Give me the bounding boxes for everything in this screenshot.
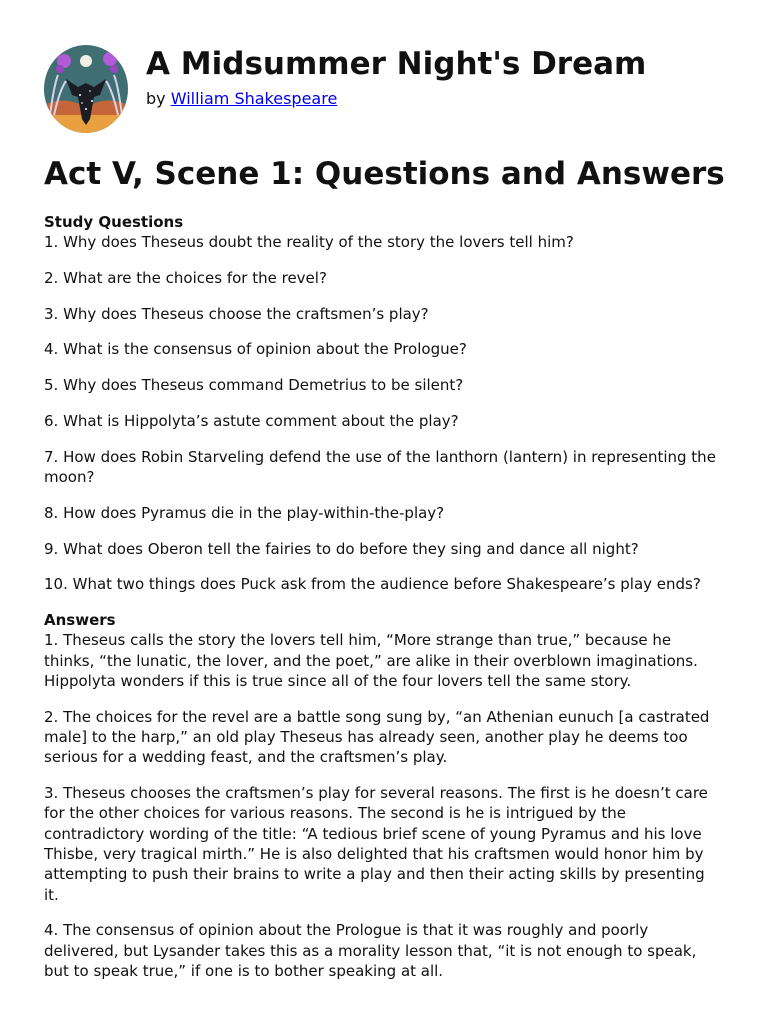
title-block [146,45,646,109]
question-1: 1. Why does Theseus doubt the reality of the story the lovers tell him? [44,233,574,251]
question-3: 3. Why does Theseus choose the craftsmen’s play? [44,304,429,323]
answer-4: 4. The consensus of opinion about the Prologue is that it was roughly and poorly delivered, but Lysander takes this as a morality lesson that, “it is not enough to speak, but to speak true,” if one is to bother speaking at all. [44,921,697,980]
question-6: 6. What is Hippolyta’s astute comment about the play? [44,411,459,430]
question-8: 8. How does Pyramus die in the play-within-the-play? [44,503,445,522]
answer-2: 2. The choices for the revel are a battle song sung by, “an Athenian eunuch [a castrated male] to the harp,” an old play Theseus has already seen, another play he deems too serious for a wedding feast, and the craftsmen’s play. [44,707,710,767]
question-4: 4. What is the consensus of opinion about the Prologue? [44,340,467,359]
question-10: 10. What two things does Puck ask from the audience before Shakespeare’s play ends? [44,575,701,594]
answers-heading: Answers [44,611,116,630]
question-5: 5. Why does Theseus command Demetrius to be silent? [44,376,464,395]
answer-3: 3. Theseus chooses the craftsmen’s play for several reasons. The first is he doesn’t care for the other choices for various reasons. The second is he is intrigued by the contradictory wording of the title: “A tedious brief scene of young Pyramus and his love Thisbe, very tragical mirth.” He is also delighted that his craftsmen would honor him by attempting to push their brains to write a play and then their acting skills by presenting it. [44,784,708,904]
author-link[interactable]: William Shakespeare [170,89,338,108]
study-questions-heading: Study Questions [44,213,184,231]
book-title: A Midsummer Night's Dream [146,46,647,82]
section-title: Act V, Scene 1: Questions and Answers [44,156,725,192]
byline [146,89,646,109]
study-guide-content [44,212,724,997]
byline-prefix: by [146,89,166,108]
answer-1: 1. Theseus calls the story the lovers tell him, “More strange than true,” because he thinks, “the lunatic, the lover, and the poet,” are alike in their overblown imaginations. Hippolyta wonders if this is true since all of the four lovers tell the same story. [44,631,698,690]
book-cover-icon [44,45,128,133]
question-9: 9. What does Oberon tell the fairies to do before they sing and dance all night? [44,539,639,558]
book-header [44,45,646,133]
question-2: 2. What are the choices for the revel? [44,268,327,287]
question-7: 7. How does Robin Starveling defend the use of the lanthorn (lantern) in representing the moon? [44,447,716,487]
